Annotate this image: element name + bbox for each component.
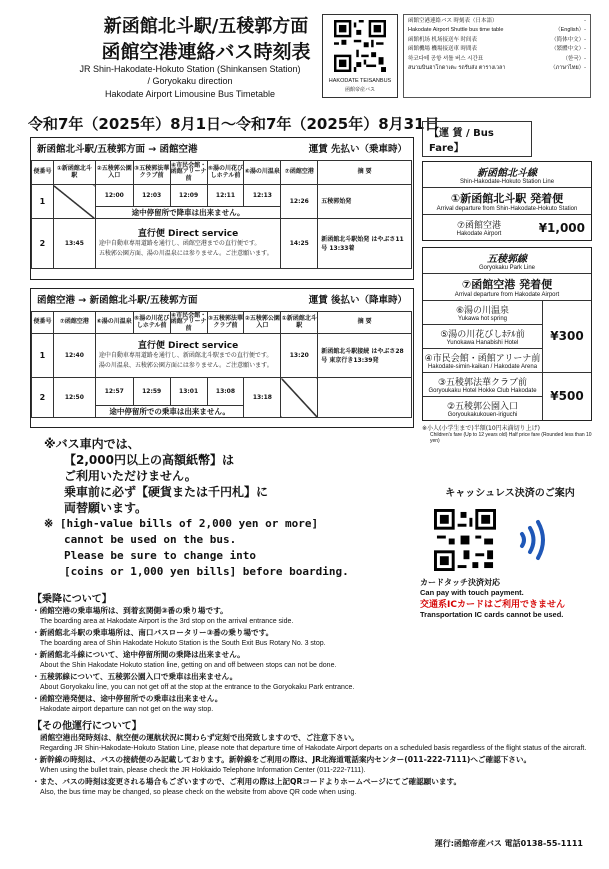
time-cell: 12:50 xyxy=(53,378,95,418)
cashless-qr-icon[interactable] xyxy=(434,509,496,571)
ic-card-warning: 交通系ICカードはご利用できません xyxy=(420,600,565,610)
fare-stop-en: Goryoukakukouen-iriguchi xyxy=(447,412,518,418)
col-header: ①新函館北斗駅 xyxy=(281,312,318,334)
col-header: 便番号 xyxy=(32,312,54,334)
fare-origin: ⑦函館空港 発着便 Arrival departure from Hakodate Airport xyxy=(423,273,591,300)
col-header: ③五稜郭法華クラブ前 xyxy=(207,312,244,334)
boarding-item: ・函館空港の乗車場所は、到着玄関側③番の乗り場です。 The boarding area at Hakodate Airport is the 3rd stop on the arrival entrance side. xyxy=(32,606,294,625)
touch-pay-label-en: Can pay with touch payment. xyxy=(420,588,524,597)
fare-stop-en: Goryoukaku Hotel Hokke Club Hakodate xyxy=(428,388,537,394)
no-service-cell xyxy=(53,185,95,219)
time-cell: 12:26 xyxy=(281,185,318,219)
touch-pay-label: カードタッチ決済対応 xyxy=(420,578,500,587)
col-header: ④市民会館・函館アリーナ前 xyxy=(170,161,207,185)
time-cell: 12:57 xyxy=(95,378,133,406)
trip-no: 1 xyxy=(32,185,54,219)
trip-note: 途中自動車専用道路を通行し、新函館北斗駅までの直行便です。 xyxy=(98,351,273,359)
line-name-en: Goryokaku Park Line xyxy=(478,265,536,271)
time-cell: 12:03 xyxy=(133,185,170,207)
col-header: ⑦函館空港 xyxy=(281,161,318,185)
lang-row[interactable]: สนามบินฮาโกดาเตะ รถรับส่ง ตารางเวลา （ภาษาไทย）- xyxy=(408,65,586,72)
other-item: ・新幹線の時刻は、バスの接続便のみ記載しております。新幹線をご利用の際は、JR北海道電話案内センター(011-222-7111)へご確認下さい。 When using the bullet train, please check the JR Hokkaido Telephone Information Center (011-222-7111). xyxy=(32,755,532,774)
direct-service-label: 直行便 Direct service xyxy=(137,228,239,239)
fare-stop: ⑤湯の川花びしﾎﾃﾙ前 xyxy=(440,330,525,340)
qr-label-2: 函館帝産バス xyxy=(344,87,375,93)
other-item: 函館空港出発時刻は、航空便の運航状況に関わらず定刻で出発致しますので、ご注意下さい。 Regarding JR Shin-Hakodate-Hokuto Station Line, please note that departure time of Hakodate Airport departs on a scheduled basis regardless of the flight status of the aircraft. xyxy=(40,733,587,752)
trip-note: 途中停留所での乗車は出来ません。 xyxy=(95,406,244,418)
line-name: 新函館北斗線 xyxy=(477,168,537,179)
cashless-title: キャッシュレス決済のご案内 xyxy=(445,488,575,499)
fare-stop: ②五稜郭公園入口 xyxy=(446,402,519,412)
col-header: ⑤湯の川花びしホテル前 xyxy=(207,161,244,185)
lang-row[interactable]: 函館空港連絡バス 時刻表（日本語） - xyxy=(408,18,586,24)
remark: 五稜郭始発 xyxy=(318,185,412,219)
lang-row[interactable]: 函館机场 机场接送车 时间表 （简体中文）- xyxy=(408,36,586,43)
trip-note: 途中自動車専用道路を通行し、函館空港までの直行便です。 xyxy=(98,239,261,247)
operator-footer: 運行:函館帝産バス 電話0138-55-1111 xyxy=(434,839,583,848)
time-cell: 14:25 xyxy=(281,219,318,269)
fare-box-line1 xyxy=(422,161,592,241)
trip-no: 2 xyxy=(32,219,54,269)
fare-stop-en: Yunokawa Hanabishi Hotel xyxy=(446,340,519,346)
trip-note: 五稜郭公園方面、湯の川温泉には参りません。ご注意願います。 xyxy=(98,249,273,257)
fare-stop-en: Yukawa hot spring xyxy=(457,316,508,322)
section-title: 【乗降について】 xyxy=(32,594,112,605)
time-cell: 12:13 xyxy=(244,185,281,207)
remark: 新函館北斗駅接続 はやぶさ28号 東京行き13:39発 xyxy=(318,334,412,378)
boarding-item: ・新函館北斗線について、途中停留所間の乗降は出来ません。 About the Shin Hakodate Hokuto station line, getting on and off between stops can not be done. xyxy=(32,650,337,669)
col-header: ④市民会館・函館アリーナ前 xyxy=(170,311,207,332)
subtitle-en-1: JR Shin-Hakodate-Hokuto Station (Shinkansen Station) xyxy=(79,64,301,74)
time-cell: 12:09 xyxy=(170,185,207,207)
fare-price: ¥1,000 xyxy=(538,220,585,235)
col-header: ②五稜郭公園入口 xyxy=(95,161,133,185)
contactless-icon xyxy=(516,518,556,562)
route-title: 新函館北斗駅/五稜郭方面 → 函館空港 xyxy=(37,144,198,155)
fare-stop: ⑦函館空港 xyxy=(456,221,502,231)
section-title: 【その他運行について】 xyxy=(32,721,142,732)
time-cell: 12:40 xyxy=(53,334,95,378)
trip-no: 2 xyxy=(32,378,54,418)
col-header: ⑦函館空港 xyxy=(53,312,95,334)
time-cell: 13:08 xyxy=(207,378,244,406)
fare-origin: ①新函館北斗駅 発着便 Arrival departure from Shin-Hakodate-Hokuto Station xyxy=(423,187,591,214)
time-cell: 13:01 xyxy=(170,378,207,406)
boarding-item: ・新函館北斗駅の乗車場所は、南口バスロータリー③番の乗り場です。 The boarding area of Shin Hakodate Hokuto Station is the South Exit Bus Rotary No. 3 stop. xyxy=(32,628,326,647)
fare-stop-en: Hakodate-simin-kaikan / Hakodate Arena xyxy=(427,364,538,370)
subtitle-en-2: / Goryokaku direction xyxy=(147,76,233,86)
time-cell: 13:20 xyxy=(281,334,318,378)
time-cell: 12:59 xyxy=(133,378,170,406)
col-header: 摘 要 xyxy=(318,161,412,185)
col-header: ⑥湯の川温泉 xyxy=(95,312,133,334)
line-name-en: Shin-Hakodate-Hokuto Station Line xyxy=(459,179,555,185)
other-item: ・また、バスの時刻は変更される場合もございますので、ご利用の際は上記QRコードよりホームページにてご確認願います。 Also, the bus time may be changed, so please check on the website from above QR code when using. xyxy=(32,777,462,796)
ic-card-warning-en: Transportation IC cards cannot be used. xyxy=(420,610,564,619)
remark xyxy=(318,378,412,418)
boarding-section xyxy=(32,590,587,798)
fare-stop-en: Hakodate Airport xyxy=(456,231,502,237)
child-fare-note-en: Children's fare (Up to 12 years old) Half price fare (Rounded less than 10 yen) xyxy=(430,432,592,444)
fare-stop: ⑥湯の川温泉 xyxy=(455,306,510,316)
col-header: ①新函館北斗駅 xyxy=(53,161,95,185)
bill-notice: ※バス車内では、 【2,000円以上の高額紙幣】は ご利用いただけません。 乗車前に必ず【硬貨または千円札】に 両替願います。 ※ [high-value bills of 2,000 yen or more] cannot be used on the bus. Please be sure to change into [coins or 1,000 yen bills] before boarding. xyxy=(44,437,349,578)
fare-timing: 運賃 後払い（降車時） xyxy=(308,295,407,306)
trip-no: 1 xyxy=(32,334,54,378)
title-line-2: 函館空港連絡バス時刻表 xyxy=(101,41,311,63)
language-list xyxy=(403,14,591,98)
col-header: ⑥湯の川温泉 xyxy=(244,161,281,185)
time-cell: 12:00 xyxy=(95,185,133,207)
fare-price: ¥300 xyxy=(543,301,591,373)
col-header: ③五稜郭法華クラブ前 xyxy=(133,161,170,185)
trip-note: 途中停留所で降車は出来ません。 xyxy=(95,207,281,219)
child-fare-note: ※小人(小学生まで)半額(10円未満切り上げ) xyxy=(422,425,541,432)
time-cell: 13:45 xyxy=(53,219,95,269)
subtitle-en-3: Hakodate Airport Limousine Bus Timetable xyxy=(104,89,276,99)
col-header: 便番号 xyxy=(32,161,54,185)
boarding-item: ・五稜郭線について、五稜郭公園入口で乗車は出来ません。 About Goryokaku line, you can not get off at the stop at the entrance to the Goryokaku Park entrance. xyxy=(32,672,355,691)
fare-timing: 運賃 先払い（乗車時） xyxy=(308,144,407,155)
route-title: 函館空港 → 新函館北斗駅/五稜郭方面 xyxy=(37,295,198,306)
lang-row[interactable]: 하코다테 공항 셔틀 버스 시간표 （한국）- xyxy=(408,55,586,62)
fare-panel xyxy=(422,121,592,444)
lang-row[interactable]: 函館機場 機場接送車 時間表 （繁體中文）- xyxy=(408,46,586,53)
time-cell: 12:11 xyxy=(207,185,244,207)
no-service-cell xyxy=(281,378,318,418)
timetable-inbound xyxy=(30,288,414,428)
qr-code-icon[interactable] xyxy=(334,20,386,72)
fare-box-line2 xyxy=(422,247,592,421)
col-header: 摘 要 xyxy=(318,312,412,334)
timetable-outbound xyxy=(30,137,414,280)
fare-stop: ④市民会館・函館アリーナ前 xyxy=(424,354,541,364)
remark: 新函館北斗駅始発 はやぶさ11号 13:33着 xyxy=(318,219,412,269)
direct-service-label: 直行便 Direct service xyxy=(137,340,239,351)
fare-price: ¥500 xyxy=(550,389,584,404)
lang-row[interactable]: Hakodate Airport Shuttle bus time table （English）- xyxy=(408,27,586,34)
trip-note: 湯の川温泉、五稜郭公園方面には参りません。ご注意願います。 xyxy=(98,361,273,369)
time-cell: 13:18 xyxy=(244,378,281,418)
service-period: 令和7年（2025年）8月1日～令和7年（2025年）8月31日 xyxy=(28,115,440,133)
fare-title: 【運 賃 / Bus Fare】 xyxy=(422,121,532,157)
qr-code-box[interactable] xyxy=(322,14,398,98)
col-header: ②五稜郭公園入口 xyxy=(244,312,281,334)
qr-label: HAKODATE TEISANBUS xyxy=(328,78,392,84)
fare-stop: ③五稜郭法華クラブ前 xyxy=(437,378,528,388)
line-name: 五稜郭線 xyxy=(487,254,527,265)
boarding-item: ・函館空港発便は、途中停留所での乗車は出来ません。 Hakodate airport departure can not get on the way stop. xyxy=(32,694,223,713)
title-line-1: 新函館北斗駅/五稜郭方面 xyxy=(103,16,309,37)
col-header: ⑤湯の川花びしホテル前 xyxy=(133,312,170,334)
